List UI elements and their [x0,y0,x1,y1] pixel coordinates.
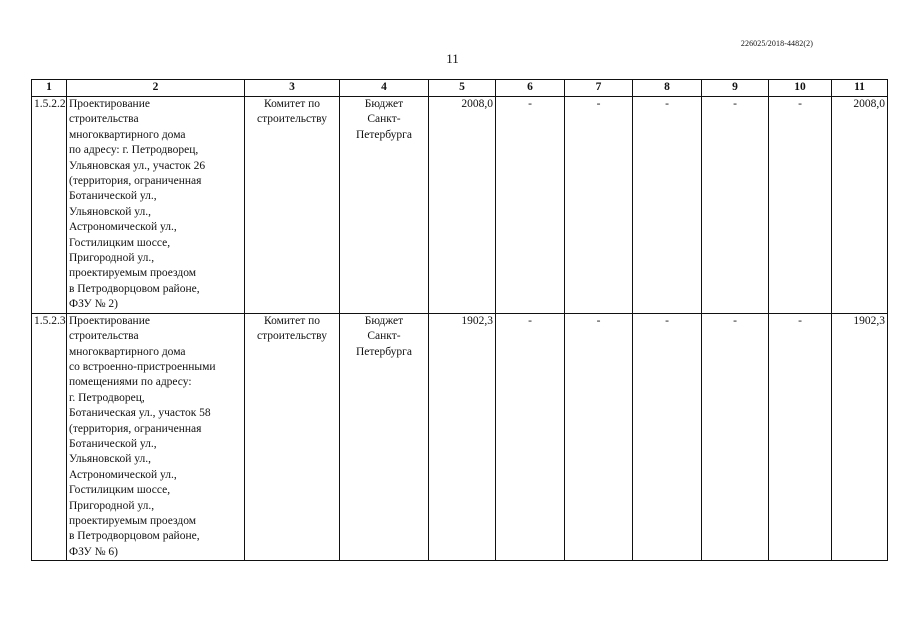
value-col-10: - [769,97,832,314]
value-col-8: - [633,313,702,561]
column-header-6: 6 [496,80,565,97]
item-name-line: Ульяновской ул., [69,205,152,218]
item-name-line: (территория, ограниченная [69,422,202,435]
item-name-line: строительства [69,330,139,343]
column-header-7: 7 [565,80,633,97]
column-header-3: 3 [245,80,340,97]
table-row [32,313,888,561]
budget-table [31,79,888,561]
item-name-line: строительства [69,113,139,126]
funding-source [340,313,429,561]
item-name-line: Ульяновской ул., [69,453,152,466]
item-name-line: многоквартирного дома [69,128,186,141]
column-header-10: 10 [769,80,832,97]
item-name-line: г. Петродворец, [69,391,145,404]
column-header-1: 1 [32,80,67,97]
table-row [32,97,888,314]
column-header-8: 8 [633,80,702,97]
item-name-line: в Петродворцовом районе, [69,530,200,543]
funding-source-line: Бюджет [364,98,404,110]
item-name-line: Ботаническая ул., участок 58 [69,407,211,420]
item-name-line: ФЗУ № 2) [69,298,119,311]
value-col-11: 1902,3 [832,313,888,561]
item-name-line: ФЗУ № 6) [69,545,119,558]
value-col-6: - [496,97,565,314]
item-name-line: многоквартирного дома [69,345,186,358]
value-col-9: - [702,313,769,561]
executor-line: Комитет по [264,314,320,327]
item-name-line: Астрономической ул., [69,221,177,234]
item-name [67,313,245,561]
funding-source-line: Бюджет [364,314,404,327]
funding-source-line: Петербурга [355,128,413,141]
executor-line: Комитет по [264,98,320,110]
funding-source [340,97,429,314]
item-name [67,97,245,314]
item-name-line: Пригородной ул., [69,252,155,265]
item-name-line: Проектирование [69,98,150,110]
funding-source-line: Санкт- [367,330,401,343]
item-code: 1.5.2.2 [32,97,67,314]
item-name-line: Астрономической ул., [69,468,177,481]
item-name-line: (территория, ограниченная [69,175,202,188]
table-header [32,80,888,97]
item-name-line: Гостилицким шоссе, [69,484,171,497]
column-header-5: 5 [429,80,496,97]
value-col-6: - [496,313,565,561]
executor [245,97,340,314]
executor-line: строительству [257,113,327,126]
column-header-2: 2 [67,80,245,97]
value-col-8: - [633,97,702,314]
item-name-line: Ботанической ул., [69,190,157,203]
value-col-5: 2008,0 [429,97,496,314]
item-name-line: Гостилицким шоссе, [69,236,171,249]
column-header-9: 9 [702,80,769,97]
header-row [32,80,888,97]
value-col-7: - [565,313,633,561]
value-col-10: - [769,313,832,561]
value-col-7: - [565,97,633,314]
page-number: 11 [446,51,459,66]
item-name-line: помещениями по адресу: [69,376,192,389]
item-name-line: по адресу: г. Петродворец, [69,144,199,157]
item-name-line: со встроенно-пристроенными [69,360,216,373]
item-name-line: в Петродворцовом районе, [69,282,200,295]
funding-source-line: Санкт- [367,113,401,126]
item-name-line: Проектирование [69,314,150,327]
item-name-line: Ульяновская ул., участок 26 [69,159,206,172]
item-name-line: Ботанической ул., [69,437,157,450]
column-header-11: 11 [832,80,888,97]
funding-source-line: Петербурга [355,345,413,358]
executor-line: строительству [257,330,327,343]
item-code: 1.5.2.3 [32,313,67,561]
column-header-4: 4 [340,80,429,97]
executor [245,313,340,561]
value-col-9: - [702,97,769,314]
value-col-11: 2008,0 [832,97,888,314]
item-name-line: проектируемым проездом [69,267,197,280]
table-body [32,97,888,561]
item-name-line: Пригородной ул., [69,499,155,512]
document-id: 226025/2018-4482(2) [740,39,813,48]
item-name-line: проектируемым проездом [69,514,197,527]
value-col-5: 1902,3 [429,313,496,561]
